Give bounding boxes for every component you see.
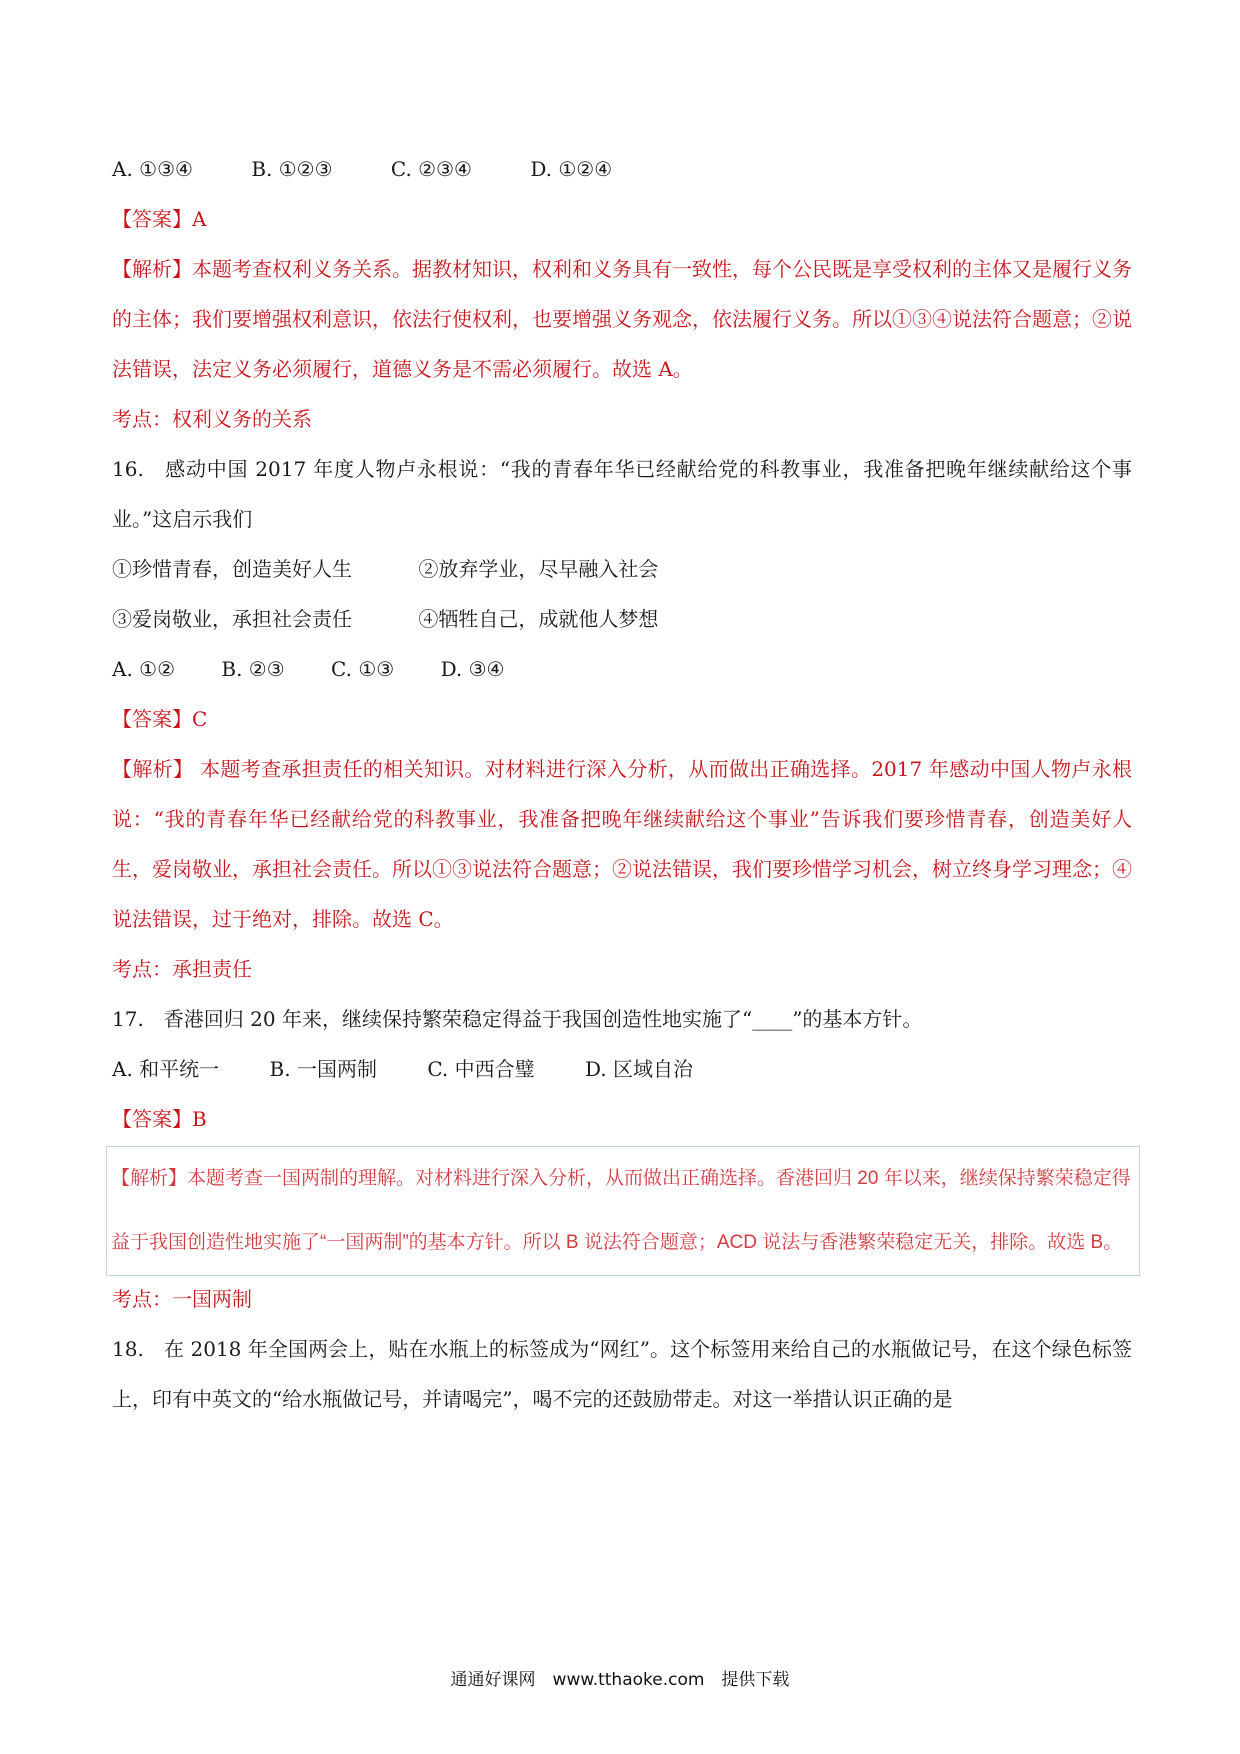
q17-analysis-box: 【解析】本题考查一国两制的理解。对材料进行深入分析，从而做出正确选择。香港回归 20 年以来，继续保持繁荣稳定得益于我国创造性地实施了“一国两制”的基本方针。所以 B 说法符合题意；ACD 说法与香港繁荣稳定无关，排除。故选 B。: [106, 1146, 1140, 1276]
q16-option-a: A. ①②: [112, 657, 176, 681]
q18-stem: 18. 在 2018 年全国两会上，贴在水瓶上的标签成为“网红”。这个标签用来给自己的水瓶做记号，在这个绿色标签上，印有中英文的“给水瓶做记号，并请喝完”，喝不完的还鼓励带走。对这一举措认识正确的是: [112, 1337, 1132, 1411]
q17-option-b: B. 一国两制: [269, 1057, 377, 1081]
q16-option-c: C. ①③: [331, 657, 395, 681]
q16-items-row1: [112, 556, 1132, 582]
q15-option-a: A. ①③④: [112, 157, 193, 181]
q16-option-b: B. ②③: [221, 657, 285, 681]
q15-analysis: 【解析】本题考查权利义务关系。据教材知识，权利和义务具有一致性，每个公民既是享受权利的主体又是履行义务的主体；我们要增强权利意识，依法行使权利，也要增强义务观念，依法履行义务。所以①③④说法符合题意；②说法错误，法定义务必须履行，道德义务是不需必须履行。故选 A。: [112, 257, 1132, 381]
q16-analysis: 【解析】 本题考查承担责任的相关知识。对材料进行深入分析，从而做出正确选择。2017 年感动中国人物卢永根说：“我的青春年华已经献给党的科教事业，我准备把晚年继续献给这个事业”告诉我们要珍惜青春，创造美好人生，爱岗敬业，承担社会责任。所以①③说法符合题意；②说法错误，我们要珍惜学习机会，树立终身学习理念；④说法错误，过于绝对，排除。故选 C。: [112, 757, 1132, 931]
q17-answer: 【答案】B: [112, 1107, 207, 1131]
q16-items-row2: [112, 606, 1132, 632]
q16-item-4: ④牺牲自己，成就他人梦想: [418, 607, 659, 631]
q17-option-a: A. 和平统一: [112, 1057, 220, 1081]
q16-item-2: ②放弃学业，尽早融入社会: [418, 557, 659, 581]
q17-options: [112, 1056, 1132, 1082]
q16-point: 考点：承担责任: [112, 957, 252, 981]
q15-point: 考点：权利义务的关系: [112, 407, 312, 431]
q15-option-c: C. ②③④: [390, 157, 472, 181]
q15-options: [112, 156, 1132, 182]
q15-option-b: B. ①②③: [251, 157, 333, 181]
q17-option-d: D. 区域自治: [584, 1057, 694, 1081]
q15-answer: 【答案】A: [112, 207, 207, 231]
q15-option-d: D. ①②④: [530, 157, 613, 181]
document-body: [112, 156, 1132, 1436]
q16-item-1: ①珍惜青春，创造美好人生: [112, 557, 352, 581]
q16-option-d: D. ③④: [440, 657, 505, 681]
q16-stem: 16. 感动中国 2017 年度人物卢永根说：“我的青春年华已经献给党的科教事业，我准备把晚年继续献给这个事业。”这启示我们: [112, 457, 1132, 531]
q17-stem: 17. 香港回归 20 年来，继续保持繁荣稳定得益于我国创造性地实施了“____”的基本方针。: [112, 1007, 923, 1031]
q16-item-3: ③爱岗敬业，承担社会责任: [112, 607, 352, 631]
q16-answer: 【答案】C: [112, 707, 208, 731]
q17-option-c: C. 中西合璧: [427, 1057, 535, 1081]
page-footer: 通通好课网 www.tthaoke.com 提供下载: [450, 1670, 790, 1690]
q16-options: [112, 656, 1132, 682]
q17-point: 考点：一国两制: [112, 1287, 252, 1311]
